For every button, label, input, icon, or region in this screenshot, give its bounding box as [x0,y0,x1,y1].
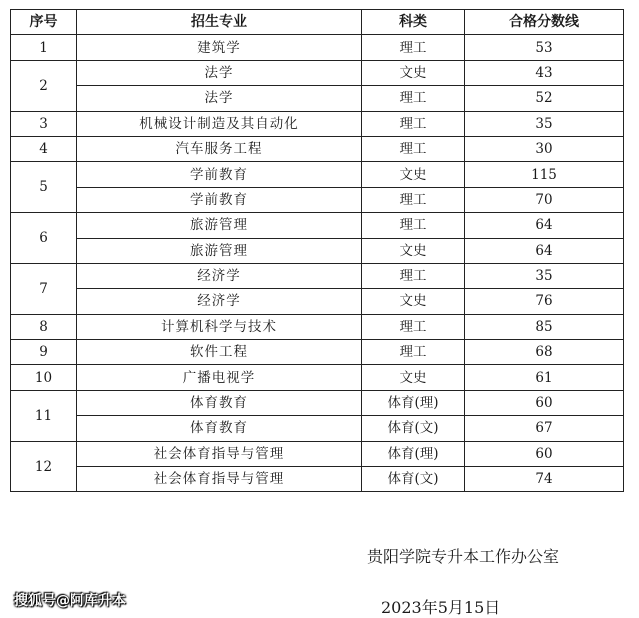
major-cell: 经济学 [77,263,362,288]
category-cell: 理工 [362,187,465,212]
major-cell: 社会体育指导与管理 [77,441,362,466]
score-cell: 61 [465,365,624,390]
score-cell: 115 [465,162,624,187]
category-cell: 理工 [362,136,465,161]
category-cell: 理工 [362,263,465,288]
major-cell: 计算机科学与技术 [77,314,362,339]
score-cell: 52 [465,86,624,111]
table-row [11,263,624,288]
category-cell: 理工 [362,86,465,111]
table-row [11,441,624,466]
category-cell: 理工 [362,111,465,136]
major-cell: 法学 [77,60,362,85]
category-cell: 体育(文) [362,467,465,492]
category-cell: 体育(文) [362,416,465,441]
issue-date: 2023年5月15日 [381,598,501,617]
score-cell: 67 [465,416,624,441]
table-header-row [11,10,624,35]
major-cell: 机械设计制造及其自动化 [77,111,362,136]
major-cell: 软件工程 [77,340,362,365]
score-cell: 30 [465,136,624,161]
table-row [11,86,624,111]
header-major: 招生专业 [77,10,362,35]
table-row [11,136,624,161]
category-cell: 文史 [362,365,465,390]
watermark-text: 搜狐号@阿库升本 [14,593,126,609]
header-category: 科类 [362,10,465,35]
score-cell: 60 [465,390,624,415]
score-cell: 85 [465,314,624,339]
table-row [11,314,624,339]
serial-number-cell: 3 [11,111,77,136]
major-cell: 旅游管理 [77,238,362,263]
major-cell: 经济学 [77,289,362,314]
category-cell: 理工 [362,213,465,238]
table-body [11,35,624,492]
serial-number-cell: 4 [11,136,77,161]
major-cell: 体育教育 [77,416,362,441]
major-cell: 学前教育 [77,162,362,187]
score-cell: 60 [465,441,624,466]
category-cell: 理工 [362,340,465,365]
serial-number-cell: 1 [11,35,77,60]
category-cell: 理工 [362,314,465,339]
table-row [11,340,624,365]
serial-number-cell: 11 [11,390,77,441]
major-cell: 建筑学 [77,35,362,60]
serial-number-cell: 7 [11,263,77,314]
table-row [11,365,624,390]
serial-number-cell: 9 [11,340,77,365]
header-number: 序号 [11,10,77,35]
score-cell: 35 [465,111,624,136]
serial-number-cell: 8 [11,314,77,339]
serial-number-cell: 12 [11,441,77,492]
serial-number-cell: 6 [11,213,77,264]
serial-number-cell: 2 [11,60,77,111]
major-cell: 社会体育指导与管理 [77,467,362,492]
issuer-signature: 贵阳学院专升本工作办公室 [367,547,560,566]
table-row [11,289,624,314]
category-cell: 体育(理) [362,390,465,415]
table-row [11,187,624,212]
table-row [11,111,624,136]
category-cell: 体育(理) [362,441,465,466]
major-cell: 汽车服务工程 [77,136,362,161]
score-cell: 74 [465,467,624,492]
major-cell: 广播电视学 [77,365,362,390]
major-cell: 旅游管理 [77,213,362,238]
major-cell: 法学 [77,86,362,111]
score-cell: 53 [465,35,624,60]
header-score: 合格分数线 [465,10,624,35]
category-cell: 文史 [362,238,465,263]
score-cell: 35 [465,263,624,288]
table-row [11,238,624,263]
category-cell: 文史 [362,162,465,187]
category-cell: 理工 [362,35,465,60]
category-cell: 文史 [362,289,465,314]
major-cell: 学前教育 [77,187,362,212]
table-row [11,467,624,492]
score-cell: 64 [465,213,624,238]
table-row [11,60,624,85]
serial-number-cell: 5 [11,162,77,213]
table-row [11,35,624,60]
score-cell: 64 [465,238,624,263]
table-row [11,213,624,238]
score-cell: 43 [465,60,624,85]
category-cell: 文史 [362,60,465,85]
score-cell: 76 [465,289,624,314]
table-row [11,416,624,441]
score-cell: 68 [465,340,624,365]
score-cell: 70 [465,187,624,212]
admission-score-table [10,9,624,492]
serial-number-cell: 10 [11,365,77,390]
table-row [11,162,624,187]
table-row [11,390,624,415]
major-cell: 体育教育 [77,390,362,415]
